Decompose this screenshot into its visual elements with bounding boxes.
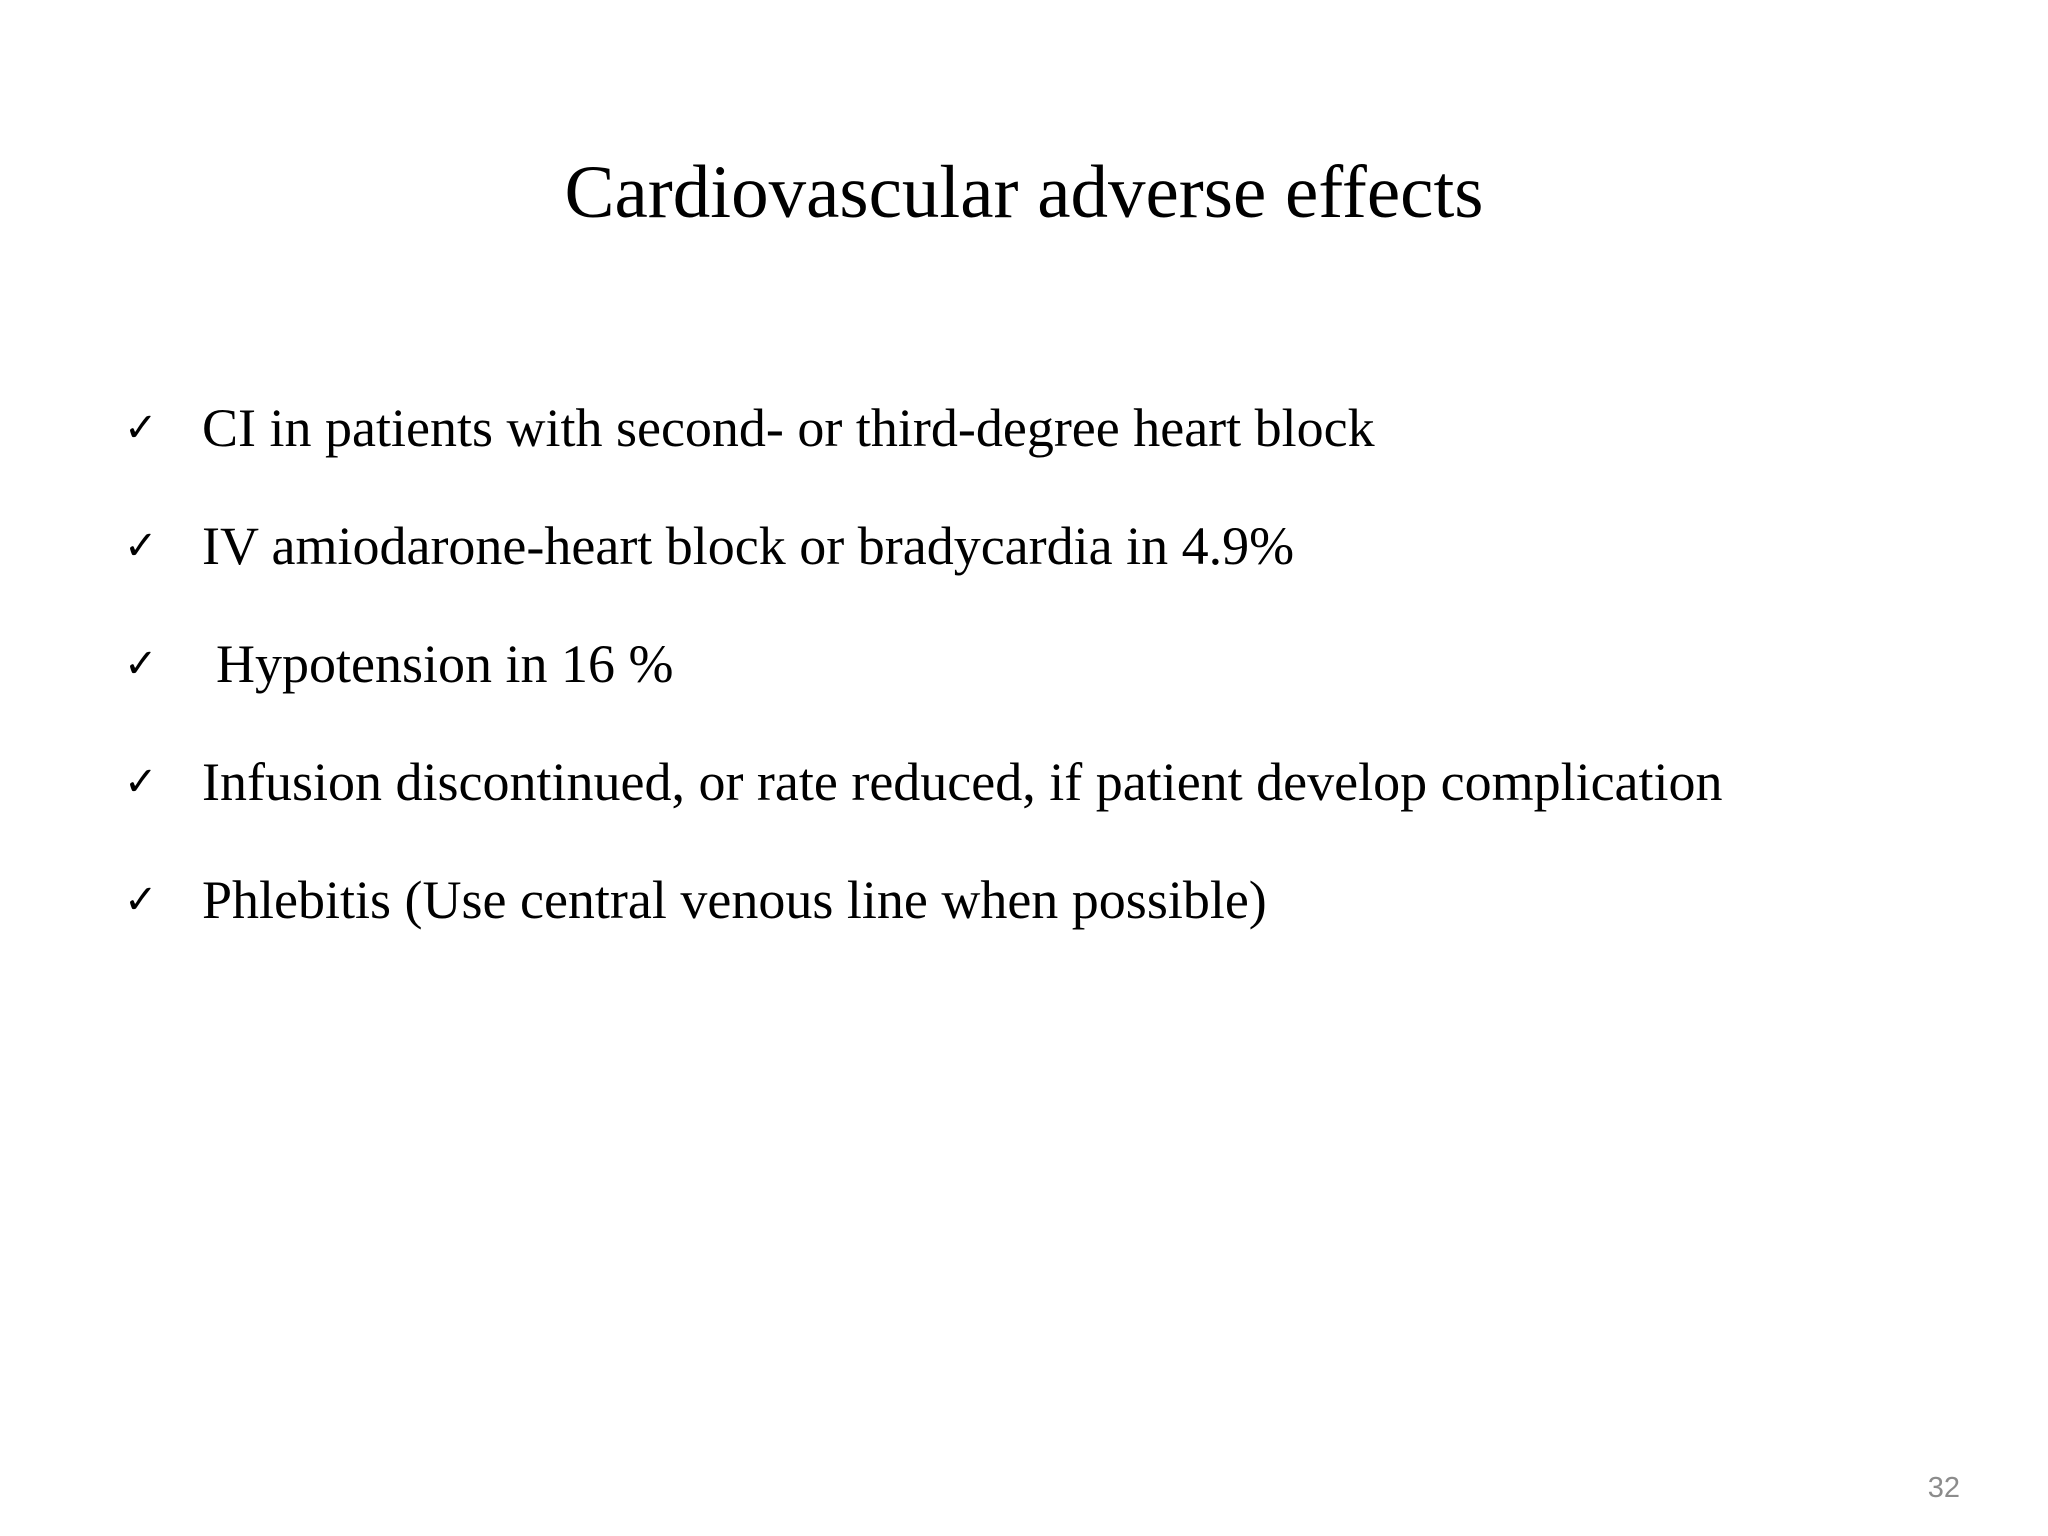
bullet-text: CI in patients with second- or third-degree heart block	[202, 398, 1375, 458]
bullet-list	[124, 398, 1723, 988]
check-icon: ✓	[124, 641, 158, 687]
check-icon: ✓	[124, 523, 158, 569]
list-item	[124, 634, 1723, 694]
check-icon: ✓	[124, 877, 158, 923]
list-item	[124, 398, 1723, 458]
check-icon: ✓	[124, 405, 158, 451]
list-item	[124, 752, 1723, 812]
page-number: 32	[1927, 1472, 1960, 1504]
bullet-text: IV amiodarone-heart block or bradycardia in 4.9%	[202, 516, 1295, 576]
bullet-text: Hypotension in 16 %	[216, 634, 674, 694]
check-icon: ✓	[124, 759, 158, 805]
list-item	[124, 516, 1723, 576]
slide-title: Cardiovascular adverse effects	[564, 151, 1484, 234]
list-item	[124, 870, 1723, 930]
bullet-text: Phlebitis (Use central venous line when possible)	[202, 870, 1267, 930]
bullet-text: Infusion discontinued, or rate reduced, if patient develop complication	[202, 752, 1723, 812]
